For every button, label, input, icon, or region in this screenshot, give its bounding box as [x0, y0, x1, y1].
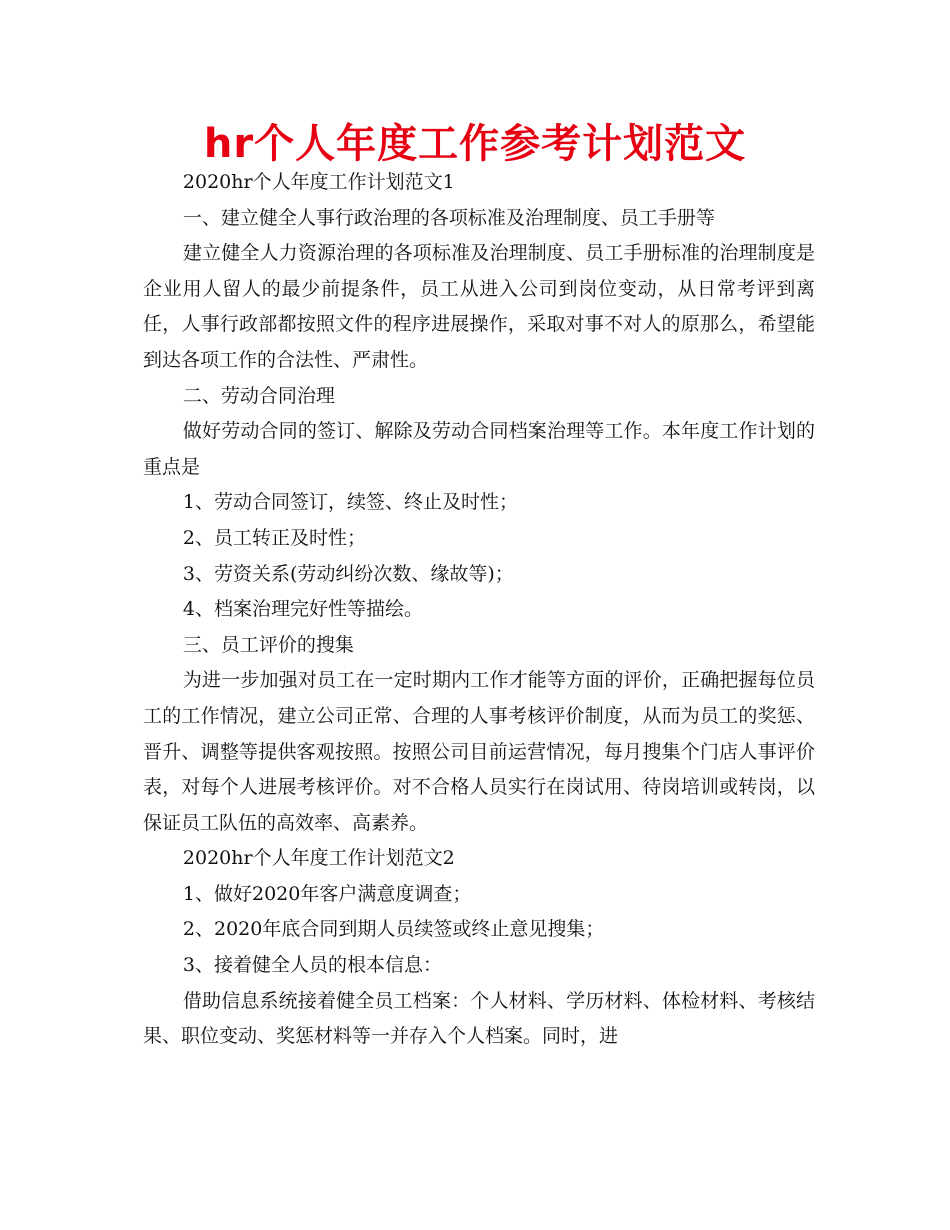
list-item: 1、劳动合同签订，续签、终止及时性； — [182, 491, 518, 514]
document-title: hr个人年度工作参考计划范文 — [203, 121, 747, 167]
body-paragraph: 为进一步加强对员工在一定时期内工作才能等方面的评价，正确把握每位员工的工作情况，建立公司正常、合理的人事考核评价制度，从而为员工的奖惩、晋升、调整等提供客观按照。按照公司目前运营情况，每月搜集个门店人事评价表，对每个人进展考核评价。对不合格人员实行在岗试用、待岗培训或转岗，以保证员工队伍的高效率、高素养。 — [143, 669, 815, 834]
section-heading: 二、劳动合同治理 — [182, 384, 335, 407]
section-heading: 2020hr个人年度工作计划范文2 — [182, 847, 455, 870]
section-heading: 一、建立健全人事行政治理的各项标准及治理制度、员工手册等 — [182, 206, 715, 229]
list-item: 1、做好2020年客户满意度调查； — [182, 882, 472, 905]
list-item: 3、劳资关系(劳动纠纷次数、缘故等)； — [182, 562, 514, 585]
section-heading: 2020hr个人年度工作计划范文1 — [182, 171, 455, 193]
body-paragraph: 借助信息系统接着健全员工档案：个人材料、学历材料、体检材料、考核结果、职位变动、奖惩材料等一并存入个人档案。同时，进 — [143, 989, 815, 1048]
body-paragraph: 做好劳动合同的签订、解除及劳动合同档案治理等工作。本年度工作计划的重点是 — [143, 420, 815, 478]
body-paragraph: 建立健全人力资源治理的各项标准及治理制度、员工手册标准的治理制度是企业用人留人的最少前提条件，员工从进入公司到岗位变动，从日常考评到离任，人事行政部都按照文件的程序进展操作，采取对事不对人的原那么，希望能到达各项工作的合法性、严肃性。 — [143, 242, 815, 371]
document-body — [143, 165, 815, 1055]
list-item: 4、档案治理完好性等描绘。 — [182, 598, 423, 621]
list-item: 3、接着健全人员的根本信息： — [182, 954, 442, 977]
list-item: 2、2020年底合同到期人员续签或终止意见搜集； — [182, 918, 605, 941]
list-item: 2、员工转正及时性； — [182, 526, 366, 549]
section-heading: 三、员工评价的搜集 — [182, 633, 354, 656]
